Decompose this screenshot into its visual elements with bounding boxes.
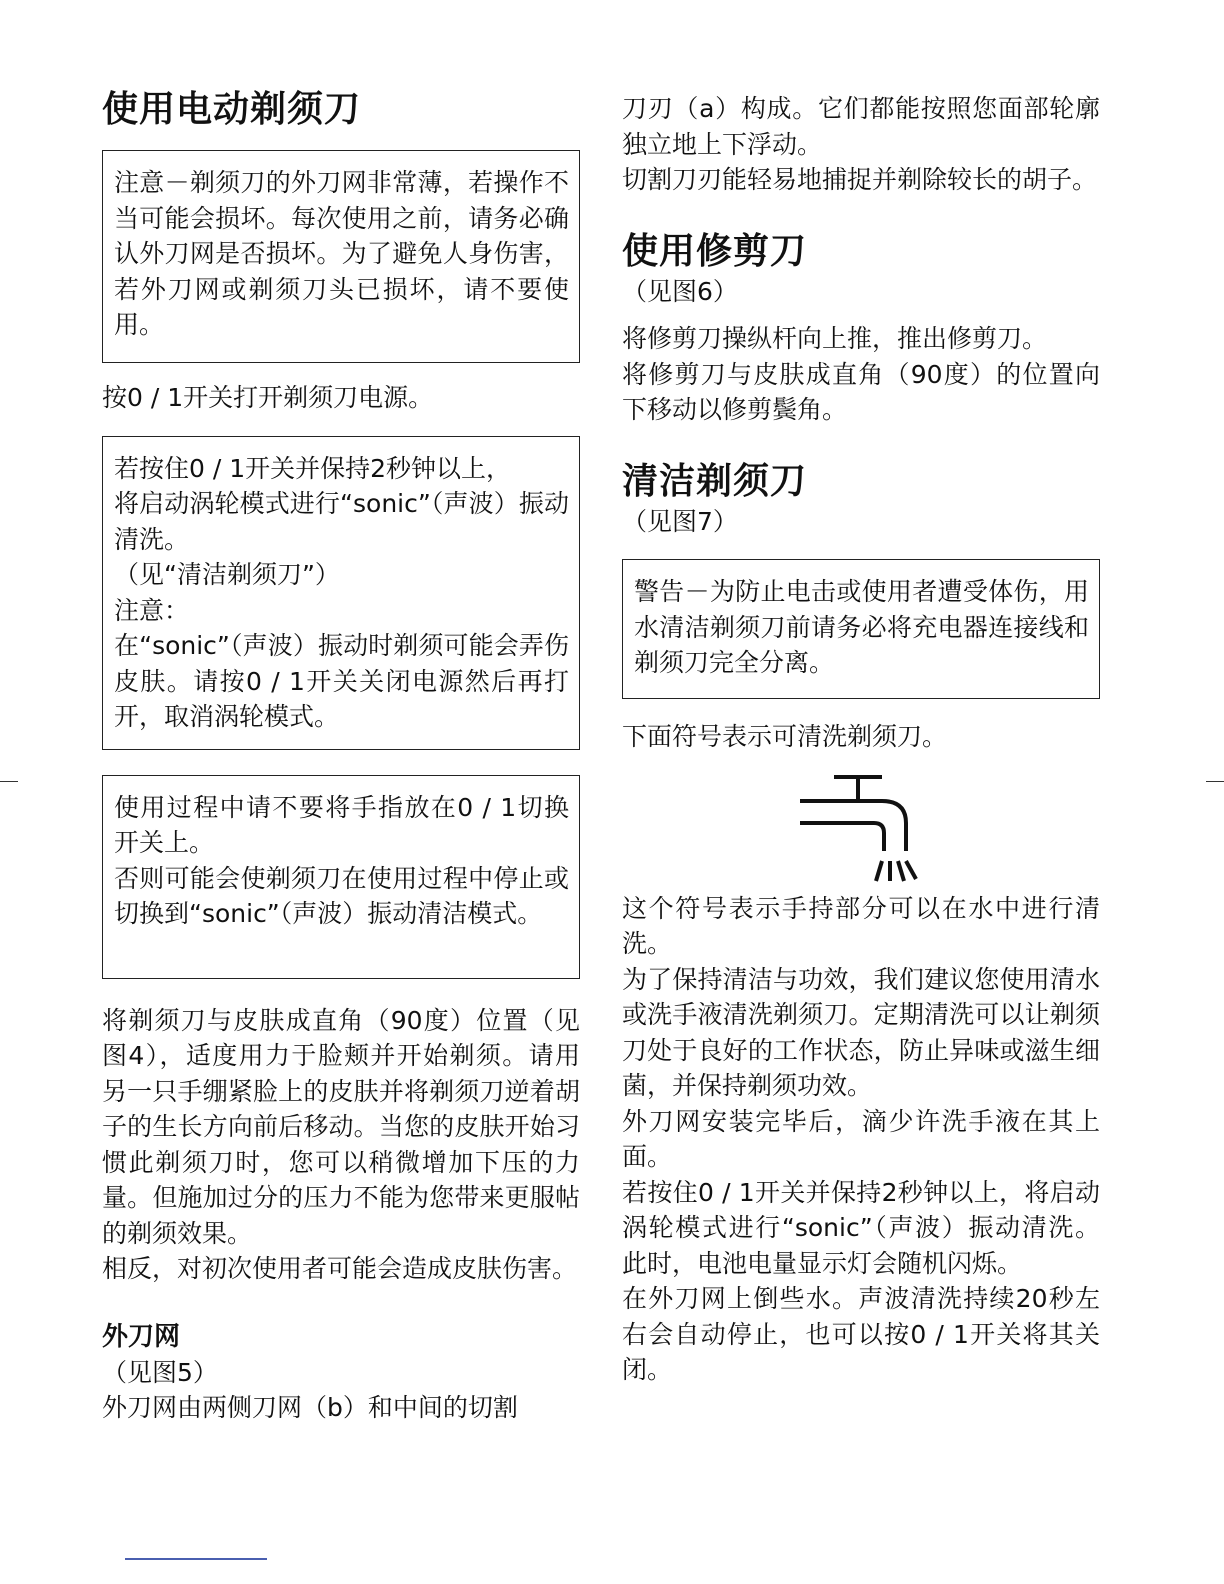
turbo-line-4: 注意： [114,595,190,625]
cleaning-instructions [622,891,1100,1388]
shaving-instructions [102,1003,580,1287]
finger-warning-box [102,775,580,979]
foil-figure-ref: （见图5） [102,1357,218,1387]
crop-mark-right [1206,781,1224,782]
trimmer-text-1: 将修剪刀操纵杆向上推，推出修剪刀。 [622,324,1048,353]
warning-text: 警告－为防止电击或使用者遭受体伤，用水清洁剃须刀前请务必将充电器连接线和剃须刀完全分离。 [634,577,1089,677]
turbo-mode-box [102,436,580,750]
section-title-cleaning: 清洁剃须刀 [622,460,808,502]
right-column [622,91,1100,1388]
turbo-line-5: 在“sonic”（声波）振动时剃须可能会弄伤皮肤。请按0 / 1开关关闭电源然后再打开，取消涡轮模式。 [114,631,569,731]
clean-para-4: 若按住0 / 1开关并保持2秒钟以上，将启动涡轮模式进行“sonic”（声波）振动清洗。此时，电池电量显示灯会随机闪烁。 [622,1177,1100,1278]
subsection-title-foil: 外刀网 [102,1321,181,1352]
foil-cont-1: 刀刃（a）构成。它们都能按照您面部轮廓独立地上下浮动。 [622,94,1100,159]
clean-para-2: 为了保持清洁与功效，我们建议您使用清水或洗手液清洗剃须刀。定期清洗可以让剃须刀处于良好的工作状态，防止异味或滋生细菌，并保持剃须功效。 [622,964,1100,1100]
faucet-icon [798,771,918,883]
electric-warning-box [622,559,1100,699]
clean-para-1: 这个符号表示手持部分可以在水中进行清洗。 [622,893,1100,958]
clean-para-5: 在外刀网上倒些水。声波清洗持续20秒左右会自动停止，也可以按0 / 1开关将其关闭。 [622,1284,1100,1384]
foil-text: 外刀网由两侧刀网（b）和中间的切割 [102,1393,518,1422]
power-on-text: 按0 / 1开关打开剃须刀电源。 [102,383,434,412]
turbo-line-1: 若按住0 / 1开关并保持2秒钟以上， [114,453,512,483]
symbol-intro: 下面符号表示可清洗剃须刀。 [622,722,948,751]
turbo-line-3: （见“清洁剃须刀”） [114,560,340,589]
trimmer-text-2: 将修剪刀与皮肤成直角（90度）的位置向下移动以修剪鬓角。 [622,359,1100,424]
section-title-using-shaver: 使用电动剃须刀 [102,89,362,130]
section-title-trimmer: 使用修剪刀 [622,230,808,272]
finger-line-2: 否则可能会使剃须刀在使用过程中停止或切换到“sonic”（声波）振动清洁模式。 [114,863,569,928]
caution-text: 注意－剃须刀的外刀网非常薄，若操作不当可能会损坏。每次使用之前，请务必确认外刀网是否损坏。为了避免人身伤害，若外刀网或剃须刀头已损坏，请不要使用。 [114,168,569,339]
shaving-para-2: 相反，对初次使用者可能会造成皮肤伤害。 [102,1254,578,1283]
cleaning-figure-ref: （见图7） [622,506,738,536]
crop-mark-left [0,781,18,782]
bottom-rule [125,1558,267,1560]
foil-cont-2: 切割刀刃能轻易地捕捉并剃除较长的胡子。 [622,165,1098,194]
shaving-para-1: 将剃须刀与皮肤成直角（90度）位置（见图4），适度用力于脸颊并开始剃须。请用另一只手绷紧脸上的皮肤并将剃须刀逆着胡子的生长方向前后移动。当您的皮肤开始习惯此剃须刀时，您可以稍微增加下压的力量。但施加过分的压力不能为您带来更服帖的剃须效果。 [102,1005,580,1248]
trimmer-figure-ref: （见图6） [622,276,738,306]
clean-para-3: 外刀网安装完毕后，滴少许洗手液在其上面。 [622,1106,1100,1171]
turbo-line-2: 将启动涡轮模式进行“sonic”（声波）振动清洗。 [114,489,569,554]
left-column [102,88,580,1426]
trimmer-instructions [622,321,1100,428]
finger-line-1: 使用过程中请不要将手指放在0 / 1切换开关上。 [114,792,569,857]
caution-box [102,150,580,363]
